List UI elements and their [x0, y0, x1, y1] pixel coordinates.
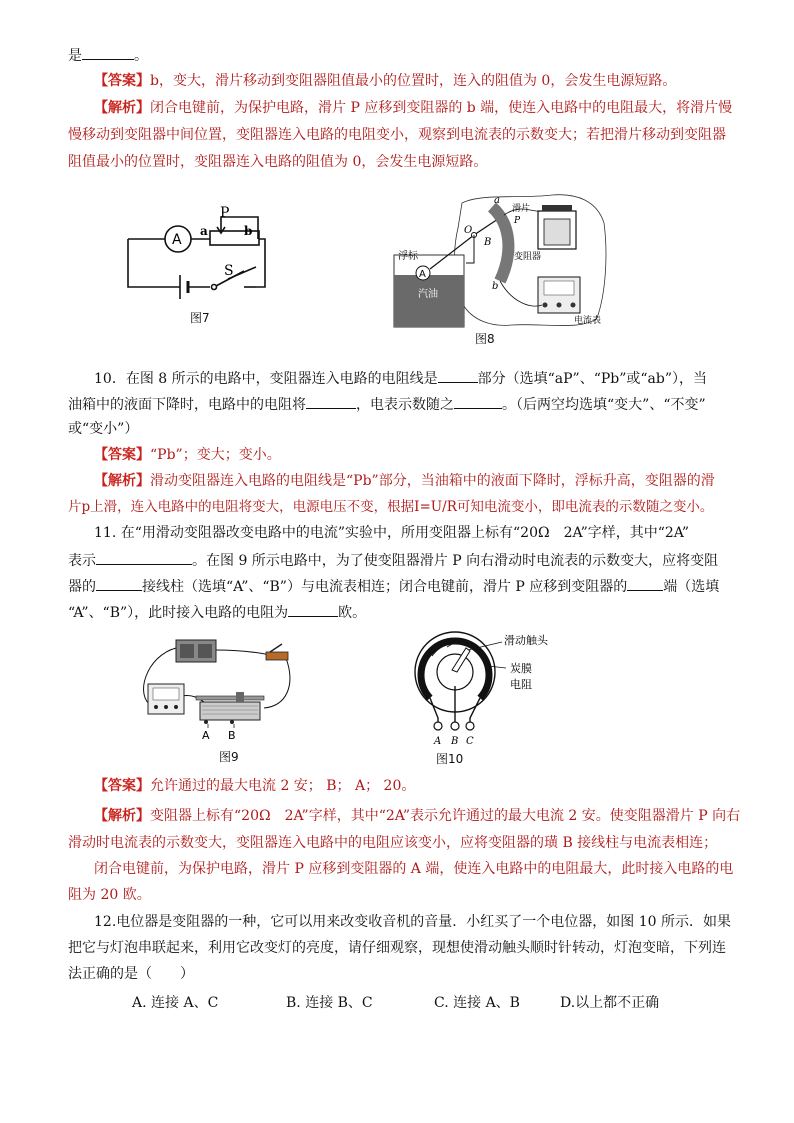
answer-text: 允许通过的最大电流 2 安； B； A； 20。: [150, 778, 416, 794]
figure-9-circuit: [136, 636, 306, 746]
q9-analysis-line1: [94, 98, 732, 118]
q11-line1: 11. 在“用滑动变阻器改变电路中的电流”实验中，所用变阻器上标有“20Ω 2A”字样，其中“2A”: [94, 525, 689, 541]
q12-option-b: B. 连接 B、C: [286, 995, 373, 1011]
analysis-text: 滑动变阻器连入电路的电阻线是“Pb”部分，当油箱中的液面下降时，浮标升高，变阻器的滑: [150, 473, 715, 489]
fig8-b: b: [492, 281, 499, 292]
fig8-a: a: [494, 195, 500, 206]
fig8-slider-label: 滑片: [512, 204, 531, 214]
figure-10-caption: 图10: [436, 752, 464, 766]
fig7-switch-label: S: [224, 263, 234, 279]
q10-text-e: 。（后两空均选填“变大”、“不变”: [502, 397, 706, 413]
q11-analysis-line3: 闭合电键前，为保护电路，滑片 P 应移到变阻器的 A 端，使连入电路中的电阻最大，此时接入电路的电: [94, 861, 734, 877]
q9-tail: [68, 44, 148, 66]
figure-9-caption: 图9: [219, 750, 239, 764]
q12-option-d: D.以上都不正确: [560, 995, 660, 1011]
figure-8-oil-gauge: [392, 193, 612, 333]
fig10-film-label: 炭膜: [510, 662, 532, 675]
answer-blank: [96, 549, 192, 565]
q10-analysis-line1: [94, 471, 715, 491]
analysis-text: 变阻器上标有“20Ω 2A”字样，其中“2A”表示允许通过的最大电流 2 安。使变阻器滑片 P 向右: [150, 808, 741, 824]
answer-blank: [82, 44, 134, 60]
q11-text-e: 端（选填: [663, 579, 720, 595]
fig7-end-b: b: [244, 224, 253, 238]
analysis-tag: 【解析】: [94, 808, 150, 824]
q11-line2: [68, 549, 718, 571]
q11-answer: [94, 776, 415, 796]
q10-text-c: 油箱中的液面下降时，电路中的电阻将: [68, 397, 306, 413]
fig10-terminal-a: A: [434, 736, 442, 747]
fig9-terminal-a: A: [202, 729, 210, 742]
figure-7-caption: 图7: [190, 311, 210, 325]
q11-line3: [68, 575, 719, 597]
fig8-float-label: 浮标: [398, 251, 418, 262]
q12-line1: 12.电位器是变阻器的一种，它可以用来改变收音机的音量．小红买了一个电位器，如图 10 所示．如果: [94, 914, 731, 930]
q9-tail-end: 。: [134, 48, 148, 64]
fig8-p: P: [514, 216, 521, 226]
answer-blank: [438, 367, 478, 383]
fig10-terminal-c: C: [466, 736, 474, 747]
q11-analysis-line4: 阻为 20 欧。: [68, 887, 151, 903]
q11-line4: [68, 601, 366, 623]
fig10-terminal-b: B: [451, 736, 459, 747]
figure-10-potentiometer: [410, 630, 580, 750]
q10-answer: [94, 445, 281, 465]
q12-option-c: C. 连接 A、B: [434, 995, 520, 1011]
q9-analysis-line3: 阻值最小的位置时，变阻器连入电路的阻值为 0，会发生电源短路。: [68, 154, 488, 170]
fig9-terminal-b: B: [228, 729, 236, 742]
q12-option-a: A. 连接 A、C: [132, 995, 219, 1011]
q10-text-b: 部分（选填“aP”、“Pb”或“ab”），当: [477, 371, 708, 387]
q12-line2: 把它与灯泡串联起来，利用它改变灯的亮度，请仔细观察，现想使滑动触头顺时针转动，灯泡变暗，下列连: [68, 940, 726, 956]
q11-text-g: 欧。: [338, 605, 367, 621]
q11-analysis-line1: [94, 806, 740, 826]
answer-text: “Pb”；变大；变小。: [150, 447, 281, 463]
figure-7-circuit: [120, 205, 280, 315]
fig8-float-symbol: A: [419, 269, 426, 280]
analysis-tag: 【解析】: [94, 100, 150, 116]
fig8-b-upper: B: [484, 237, 492, 248]
q10-text-d: ，电表示数随之: [356, 397, 454, 413]
fig7-ammeter-label: A: [172, 232, 182, 248]
fig8-oil-label: 汽油: [418, 289, 438, 300]
q11-text-d: 接线柱（选填“A”、“B”）与电流表相连；闭合电键前，滑片 P 应移到变阻器的: [142, 579, 628, 595]
answer-tag: 【答案】: [94, 778, 150, 794]
q10-text-a: 10．在图 8 所示的电路中，变阻器连入电路的电阻线是: [94, 371, 438, 387]
figure-8-caption: 图8: [475, 332, 495, 346]
q9-answer: [94, 71, 676, 91]
fig8-o: O: [464, 225, 473, 236]
q11-text-a: 表示: [68, 553, 96, 569]
fig10-contact-label: 滑动触头: [504, 634, 548, 647]
answer-blank: [454, 393, 502, 409]
q10-analysis-line2: 片p上滑，连入电路中的电阻将变大，电源电压不变，根据I=U/R可知电流变小，即电流表的示数随之变小。: [68, 499, 714, 515]
q11-text-c: 器的: [68, 579, 96, 595]
fig7-end-a: a: [200, 224, 208, 238]
q12-line3: 法正确的是（ ）: [68, 966, 194, 982]
analysis-tag: 【解析】: [94, 473, 150, 489]
q9-analysis-line2: 慢移动到变阻器中间位置，变阻器连入电路的电阻变小，观察到电流表的示数变大；若把滑片移动到变阻器: [68, 127, 726, 143]
q10-line2: [68, 393, 706, 415]
answer-text: b，变大，滑片移动到变阻器阻值最小的位置时，连入的阻值为 0，会发生电源短路。: [150, 73, 677, 89]
answer-tag: 【答案】: [94, 447, 150, 463]
q10-line3: 或“变小”）: [68, 421, 139, 437]
answer-blank: [627, 575, 663, 591]
q11-analysis-line2: 滑动时电流表的示数变大，变阻器连入电路中的电阻应该变小，应将变阻器的璜 B 接线柱与电流表相连；: [68, 835, 718, 851]
answer-tag: 【答案】: [94, 73, 150, 89]
fig10-resistor-label: 电阻: [510, 678, 532, 691]
q11-text-f: “A”、“B”），此时接入电路的电阻为: [68, 605, 289, 621]
answer-blank: [96, 575, 142, 591]
q10-line1: [94, 367, 707, 389]
analysis-text: 闭合电键前，为保护电路，滑片 P 应移到变阻器的 b 端，使连入电路中的电阻最大，将滑片慢: [150, 100, 733, 116]
q9-tail-text: 是: [68, 48, 82, 64]
answer-blank: [288, 601, 338, 617]
answer-blank: [306, 393, 356, 409]
q11-text-b: 。在图 9 所示电路中，为了使变阻器滑片 P 向右滑动时电流表的示数变大，应将变阻: [192, 553, 719, 569]
fig7-slider-label: P: [220, 205, 230, 221]
fig8-rheostat-label: 变阻器: [514, 252, 542, 262]
fig8-ammeter-label: 电流表: [574, 316, 602, 326]
